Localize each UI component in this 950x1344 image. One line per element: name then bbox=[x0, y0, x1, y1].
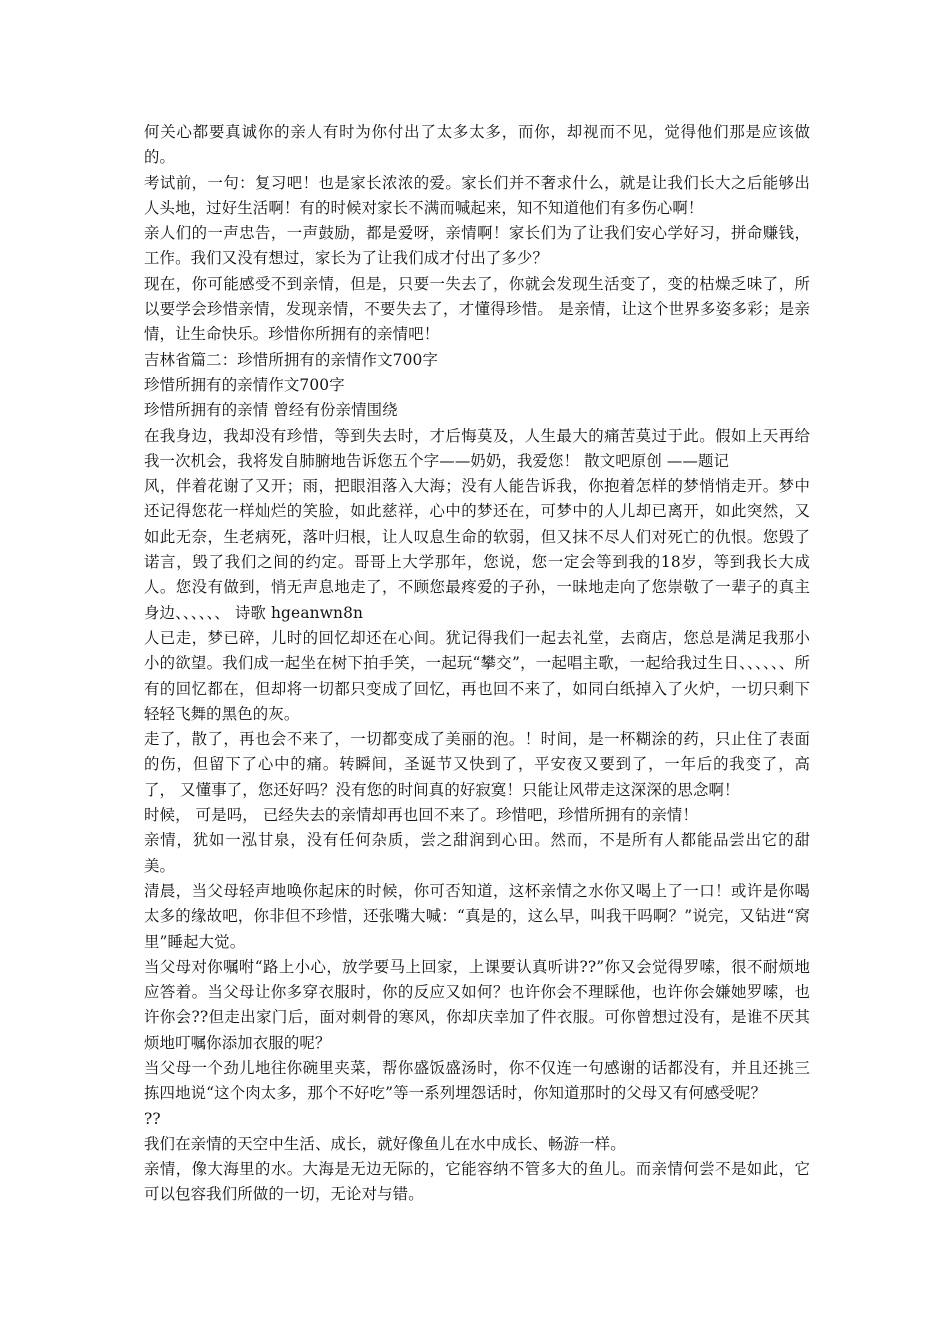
section-heading-1: 吉林省篇二：珍惜所拥有的亲情作文700字 bbox=[144, 350, 439, 369]
paragraph-16: 当父母一个劲儿地往你碗里夹菜，帮你盛饭盛汤时，你不仅连一句感谢的话都没有，并且还挑三拣四地说“这个肉太多，那个不好吃”等一系列埋怨话时，你知道那时的父母又有何感受呢？ bbox=[144, 1058, 810, 1103]
section-heading-2: 珍惜所拥有的亲情作文700字 bbox=[144, 375, 345, 394]
paragraph-2: 考试前，一句：复习吧！也是家长浓浓的爱。家长们并不奢求什么，就是让我们长大之后能够出人头地，过好生活啊！有的时候对家长不满而喊起来，知不知道他们有多伤心啊！ bbox=[144, 173, 810, 217]
paragraph-3: 亲人们的一声忠告，一声鼓励，都是爱呀，亲情啊！家长们为了让我们安心学好习，拼命赚钱，工作。我们又没有想过，家长为了让我们成才付出了多少？ bbox=[144, 224, 810, 268]
paragraph-17: ?? bbox=[144, 1109, 161, 1128]
paragraph-12: 时候， 可是吗， 已经失去的亲情却再也回不来了。珍惜吧，珍惜所拥有的亲情！ bbox=[144, 806, 699, 825]
paragraph-4: 现在，你可能感受不到亲情，但是，只要一失去了，你就会发现生活变了，变的枯燥乏味了，所以要学会珍惜亲情，发现亲情，不要失去了，才懂得珍惜。 是亲情，让这个世界多姿多彩；是亲情，让生命快乐。珍惜你所拥有的亲情吧！ bbox=[144, 274, 810, 344]
section-heading-3: 珍惜所拥有的亲情 曾经有份亲情围绕 bbox=[144, 401, 398, 420]
paragraph-18: 我们在亲情的天空中生活、成长，就好像鱼儿在水中成长、畅游一样。 bbox=[144, 1134, 626, 1153]
paragraph-14: 清晨，当父母轻声地唤你起床的时候，你可否知道，这杯亲情之水你又喝上了一口！或许是你喝太多的缘故吧，你非但不珍惜，还张嘴大喊：“真是的，这么早，叫我干吗啊？”说完，又钻进“窝里”睡起大觉。 bbox=[144, 881, 810, 951]
paragraph-8: 在我身边，我却没有珍惜，等到失去时，才后悔莫及，人生最大的痛苦莫过于此。假如上天再给我一次机会，我将发自肺腑地告诉您五个字——奶奶，我爱您！ 散文吧原创 ——题记 bbox=[144, 426, 810, 470]
paragraph-10: 人已走，梦已碎，儿时的回忆却还在心间。犹记得我们一起去礼堂，去商店，您总是满足我那小小的欲望。我们成一起坐在树下拍手笑，一起玩“攀交”，一起唱主歌，一起给我过生日、、、、、、所有的回忆都在，但却将一切都只变成了回忆，再也回不来了，如同白纸掉入了火炉，一切只剩下轻轻飞舞的黑色的灰。 bbox=[144, 628, 810, 723]
document-body bbox=[144, 120, 810, 1208]
paragraph-19: 亲情，像大海里的水。大海是无边无际的，它能容纳不管多大的鱼儿。而亲情何尝不是如此，它可以包容我们所做的一切，无论对与错。 bbox=[144, 1160, 810, 1204]
paragraph-9: 风，伴着花谢了又开；雨，把眼泪落入大海；没有人能告诉我，你抱着怎样的梦悄悄走开。梦中还记得您花一样灿烂的笑脸，如此慈祥，心中的梦还在，可梦中的人儿却已离开，如此突然，又如此无奈，生老病死，落叶归根，让人叹息生命的软弱，但又抹不尽人们对死亡的仇恨。您毁了诺言，毁了我们之间的约定。哥哥上大学那年，您说，您一定会等到我的18岁，等到我长大成人。您没有做到，悄无声息地走了，不顾您最疼爱的子孙，一昧地走向了您崇敬了一辈子的真主身边、、、、、、 诗歌 hgeanwn8n bbox=[144, 477, 810, 622]
paragraph-11: 走了，散了，再也会不来了，一切都变成了美丽的泡。！时间，是一杯糊涂的药，只止住了表面的伤，但留下了心中的痛。转瞬间，圣诞节又快到了，平安夜又要到了，一年后的我变了，高了， 又懂事了，您还好吗？没有您的时间真的好寂寞！只能让风带走这深深的思念啊！ bbox=[144, 730, 810, 799]
paragraph-15: 当父母对你嘱咐“路上小心，放学要马上回家，上课要认真听讲??”你又会觉得罗嗦，很不耐烦地应答着。当父母让你多穿衣服时，你的反应又如何？也许你会不理睬他，也许你会嫌她罗嗦，也许你会??但走出家门后，面对刺骨的寒风，你却庆幸加了件衣服。可你曾想过没有，是谁不厌其烦地叮嘱你添加衣服的呢？ bbox=[144, 957, 810, 1052]
paragraph-13: 亲情，犹如一泓甘泉，没有任何杂质，尝之甜润到心田。然而，不是所有人都能品尝出它的甜美。 bbox=[144, 831, 810, 875]
paragraph-1: 何关心都要真诚你的亲人有时为你付出了太多太多，而你，却视而不见，觉得他们那是应该做的。 bbox=[144, 123, 810, 167]
